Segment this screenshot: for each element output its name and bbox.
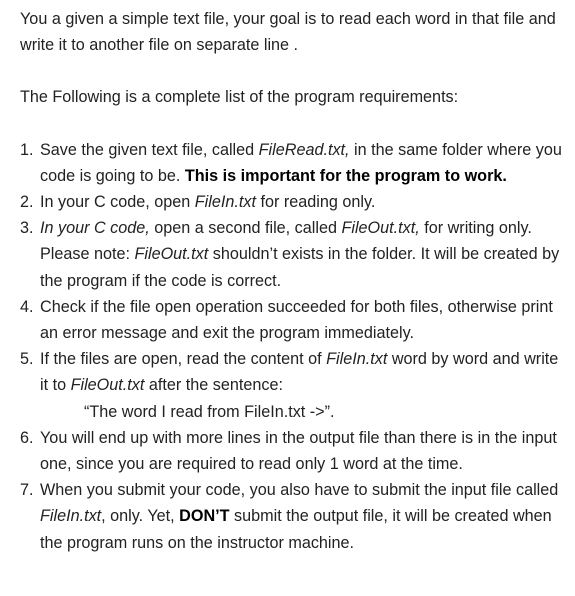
requirement-text: for reading only. (255, 193, 376, 212)
filename-text: FileOut.txt, (341, 219, 420, 238)
list-number: 2. (20, 193, 34, 212)
requirement-text: open a second file, called (149, 219, 342, 238)
filename-text: FileRead.txt, (258, 140, 350, 159)
requirement-item-6 (20, 425, 567, 477)
intro-text: You a given a simple text file, your goal is to read each word in that file and write it to another file on separate line . (20, 10, 556, 55)
requirement-text: in the same folder where you code is going to be. (40, 140, 562, 185)
italic-text: In your C code, (40, 219, 150, 238)
requirement-text: Save the given text file, called (40, 140, 259, 159)
requirement-text: In your C code, open (40, 193, 195, 212)
list-number: 5. (20, 350, 34, 369)
filename-text: FileIn.txt (326, 350, 388, 369)
list-number: 4. (20, 297, 34, 316)
list-number: 6. (20, 428, 34, 447)
list-number: 3. (20, 219, 34, 238)
requirements-list (20, 137, 567, 556)
requirement-text: If the files are open, read the content of (40, 350, 327, 369)
requirement-item-2 (20, 189, 567, 215)
requirement-text: for writing only. Please note: (40, 219, 532, 264)
requirement-item-1 (20, 137, 567, 189)
requirement-text: submit the output file, it will be created when the program runs on the instructor machine. (40, 507, 552, 552)
requirement-item-7 (20, 477, 567, 556)
requirement-text: , only. Yet, (101, 507, 180, 526)
requirement-text: after the sentence: (144, 376, 283, 395)
list-number: 1. (20, 140, 34, 159)
filename-text: FileIn.txt (40, 507, 102, 526)
emphasis-text: DON’T (179, 507, 230, 526)
requirement-text: Check if the file open operation succeeded for both files, otherwise print an error message and exit the program immediately. (40, 297, 553, 343)
requirements-lead: The Following is a complete list of the program requirements: (20, 88, 459, 107)
filename-text: FileIn.txt (194, 193, 256, 212)
requirement-text: word by word and write it to (40, 350, 559, 395)
quoted-sentence: “The word I read from FileIn.txt ->”. (84, 402, 335, 421)
requirement-item-5 (20, 346, 567, 425)
requirement-text: You will end up with more lines in the output file than there is in the input one, since you are required to read only 1 word at the time. (40, 428, 557, 474)
requirement-item-4 (20, 294, 567, 346)
list-number: 7. (20, 481, 34, 500)
requirement-text: When you submit your code, you also have to submit the input file called (40, 481, 559, 500)
requirement-item-3 (20, 215, 567, 294)
filename-text: FileOut.txt (134, 245, 209, 264)
filename-text: FileOut.txt (70, 376, 145, 395)
emphasis-text: This is important for the program to work. (184, 166, 507, 185)
requirement-text: shouldn’t exists in the folder. It will be created by the program if the code is correct. (40, 245, 560, 290)
